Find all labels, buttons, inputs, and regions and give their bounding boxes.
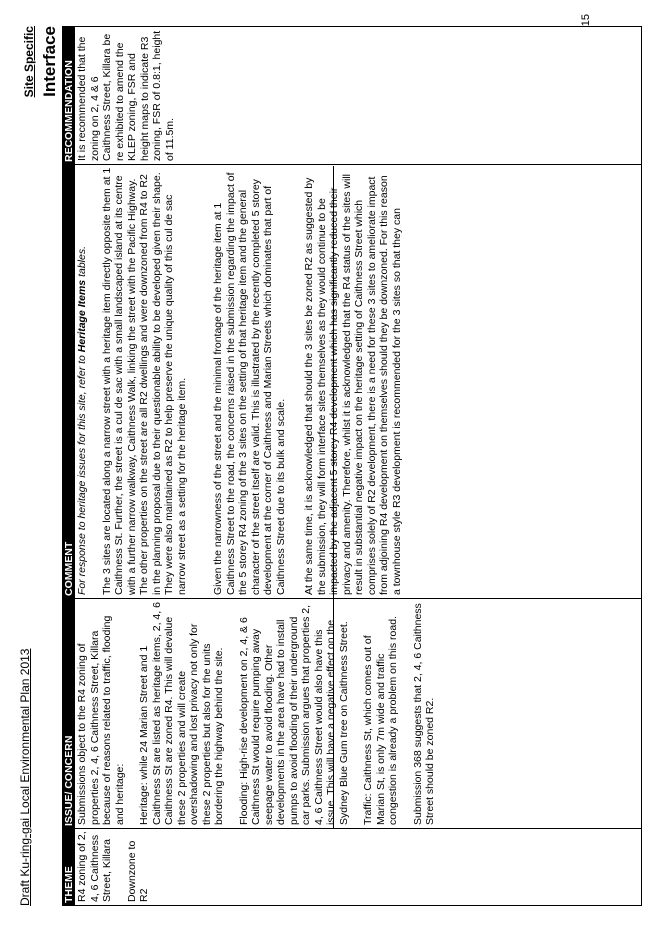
recommendation-header: RECOMMENDATION <box>63 27 75 164</box>
recommendation-text: It is recommended that the zoning on 2, 4 & 6 Caithness Street, Killara be re exhibited to amend the KLEP zoning, FSR and height maps to indicate R3 zoning, FSR of 0.8:1, height of 11.5m. <box>76 30 176 161</box>
issue-submission-368: Submission 368 suggests that 2, 4, 6 Caithness Street should be zoned R2. <box>411 603 436 825</box>
comment-heritage-impact: Given the narrowness of the street and the minimal frontage of the heritage item at 1 Caithness Street to the road, the concerns raised in the submission regarding the impact of the 5 storey R4 zoning of the 3 sites on the setting of that heritage item and the general character of the street itself are valid. This is illustrated by the recently completed 5 storey development at the corner of Caithness and Marian Streets which dominates that part of Caithness Street due to its bulk and scale. <box>212 172 287 595</box>
document-title: Draft Ku-ring-gai Local Environmental Plan 2013 <box>18 648 32 906</box>
issue-column <box>63 599 641 829</box>
page-number: 15 <box>580 14 592 27</box>
issue-header: ISSUE/ CONCERN <box>63 599 75 828</box>
comment-header: COMMENT <box>63 165 75 598</box>
issue-traffic: Traffic: Caithness St, which comes out of Marian St, is only 7m wide and traffic congestion is already a problem on this road. <box>362 616 399 825</box>
issue-heritage: Heritage: while 24 Marian Street and 1 Caithness St are listed as heritage items, 2, 4, 6 Caithness St are zoned R4. This will devalue these 2 properties and will create overshadowing and lost privacy not only for these 2 properties but also for the units bordering the highway behind the site. <box>138 602 225 825</box>
comment-ref-prefix: For response to heritage issues for this site, refer to <box>76 352 88 595</box>
theme-column <box>63 829 641 905</box>
comment-ref-suffix: tables. <box>76 245 88 280</box>
section-heading: Site Specific <box>22 26 36 98</box>
row-divider <box>333 166 334 829</box>
comment-column <box>63 165 641 599</box>
recommendation-column <box>63 27 641 165</box>
issue-flooding: Flooding: High-rise development on 2, 4, & 6 Caithness St would require pumping away seepage water to avoid flooding. Other developments in the area have had to install pumps to avoid flooding of their underground car parks. Submission argues that properties 2, 4, 6 Caithness Street would also have this issue. This will have a negative effect on the Sydney Blue Gum tree on Caithness Street. <box>237 604 350 825</box>
comment-ref-link: Heritage Items <box>76 279 88 353</box>
submissions-table <box>62 26 642 906</box>
issue-summary: Submissions object to the R4 zoning of properties 2, 4, 6 Caithness Street, Killara because of reasons related to traffic, flooding and heritage: <box>76 615 126 825</box>
theme-site: R4 zoning of 2, 4, 6 Caithness Street, Killara <box>76 831 113 902</box>
subsection-heading: Interface <box>40 26 59 97</box>
comment-site-context: The 3 sites are located along a narrow street with a heritage item directly opposite them at 1 Caithness St. Further, the street is a cul de sac with a small landscaped island at its centre with a further narrow walkway, Caithness Walk, linking the street with the Pacific Highway. The other properties on the street are all R2 dwellings and were downzoned from R4 to R2 in the planning proposal due to their questionable ability to be developed given their shape. They were also maintained as R2 to help preserve the unique quality of this cul de sac narrow street as a setting for the heritage item. <box>100 167 188 595</box>
theme-header: THEME <box>63 829 75 905</box>
theme-proposal: Downzone to R2 <box>125 840 150 902</box>
comment-reference <box>76 167 89 595</box>
comment-interface: At the same time, it is acknowledged that should the 3 sites be zoned R2 as suggested by the submission, they will form interface sites themselves as they would continue to be impacted by the adjacent 5 storey R4 development which has significantly reduced their privacy and amenity. Therefore, whilst it is acknowledged that the R4 status of the sites will result in substantial negative impact on the heritage setting of Caithness Street which comprises solely of R2 development, there is a need for these 3 sites to ameliorate impact from adjoining R4 development on themselves should they be downzoned. For this reason a townhouse style R3 development is recommended for the 3 sites so that they can <box>303 174 403 595</box>
